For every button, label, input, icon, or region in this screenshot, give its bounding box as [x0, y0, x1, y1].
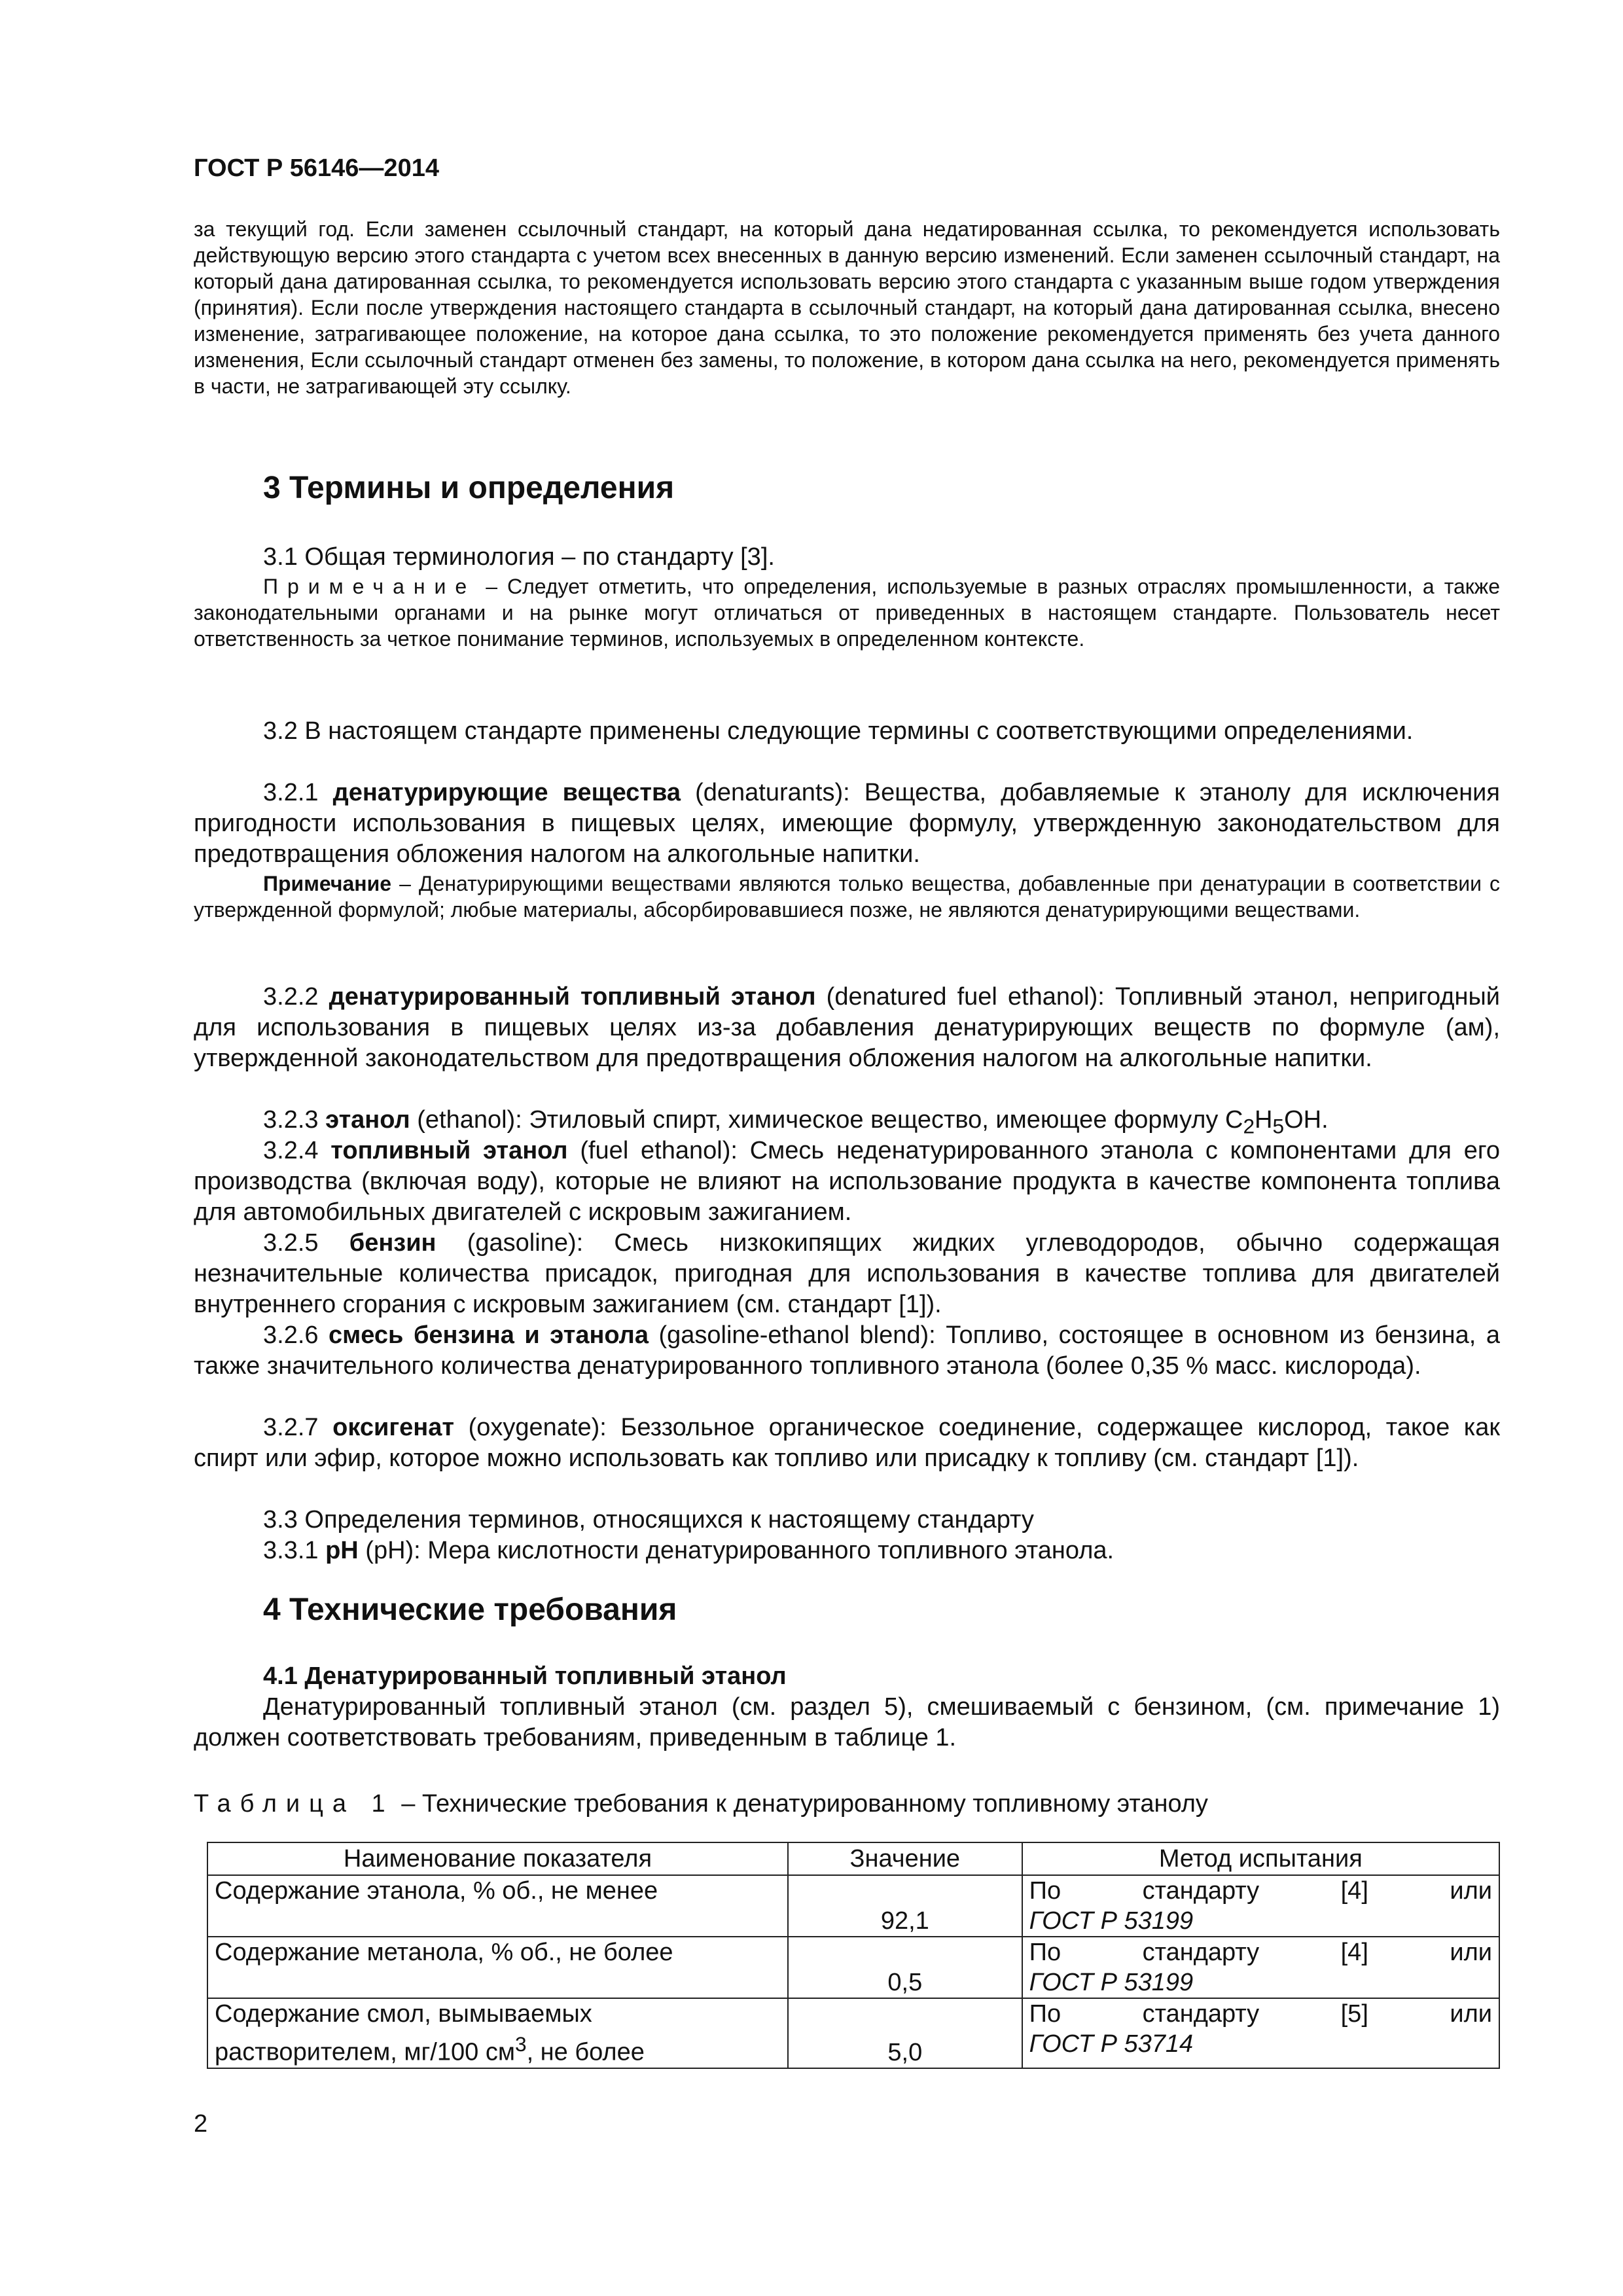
indicator-cell	[207, 1998, 788, 2068]
term-name: смесь бензина и этанола	[329, 1321, 649, 1349]
term-definition: (denaturants): Вещества, добавляемые к этанолу для исключения пригодности использования в пищевых целях, имеющие формулу, утвержденную законодательством для предотвращения обложения налогом на алкогольные напитки.	[194, 779, 1500, 868]
header-indicator: Наименование показателя	[207, 1842, 788, 1875]
term-definition: (gasoline): Смесь низкокипящих жидких углеводородов, обычно содержащая незначительные количества присадок, пригодная для использования в качестве топлива для двигателей внутреннего сгорания с искровым зажиганием (см. стандарт [1]).	[194, 1229, 1500, 1318]
method-ref: [5]	[1340, 2000, 1368, 2028]
table-caption-text: – Технические требования к денатурированному топливному этанолу	[394, 1790, 1208, 1818]
indicator-name: Содержание этанола, % об., не менее	[215, 1877, 658, 1905]
term-name: топливный этанол	[330, 1137, 568, 1164]
method-reference	[1029, 1999, 1492, 2029]
term-number: 3.3.1	[263, 1537, 326, 1564]
section-3-heading: 3 Термины и определения	[263, 471, 675, 505]
term-number: 3.2.4	[263, 1137, 331, 1164]
method-word: стандарту	[1142, 1939, 1260, 1966]
term-number: 3.2.3	[263, 1106, 326, 1134]
method-word: По	[1029, 1877, 1061, 1905]
term-name: денатурирующие вещества	[332, 779, 681, 806]
formula-part: OH.	[1284, 1106, 1329, 1134]
page-number: 2	[194, 2110, 208, 2138]
clause-3-2: 3.2 В настоящем стандарте применены следующие термины с соответствующими определениями.	[263, 717, 1414, 745]
clause-3-3: 3.3 Определения терминов, относящихся к настоящему стандарту	[263, 1506, 1034, 1534]
term-3-2-7	[194, 1412, 1500, 1474]
formula-subscript: 5	[1272, 1114, 1285, 1138]
intro-paragraph: за текущий год. Если заменен ссылочный стандарт, на который дана недатированная ссылка, то рекомендуется использовать действующую версию этого стандарта с учетом всех внесенных в данную версию изменений. Если заменен ссылочный стандарт, на который дана датированная ссылка, то рекомендуется использовать версию этого стандарта с указанным выше годом утверждения (принятия). Если после утверждения настоящего стандарта в ссылочный стандарт, на который дана датированная ссылка, внесено изменение, затрагивающее положение, на которое дана ссылка, то это положение рекомендуется применять без учета данного изменения, Если ссылочный стандарт отменен без замены, то положение, в котором дана ссылка на него, рекомендуется применять в части, не затрагивающей эту ссылку.	[194, 217, 1500, 398]
table-row	[207, 1875, 1499, 1937]
term-definition: (oxygenate): Беззольное органическое соединение, содержащее кислород, такое как спирт или эфир, которое можно использовать как топливо или присадку к топливу (см. стандарт [1]).	[194, 1414, 1500, 1472]
term-number: 3.2.6	[263, 1321, 329, 1349]
indicator-name: Содержание метанола, % об., не более	[215, 1939, 673, 1966]
note-3-1	[194, 573, 1500, 652]
term-name: pH	[325, 1537, 359, 1564]
term-definition: (denatured fuel ethanol): Топливный этанол, непригодный для использования в пищевых целях из-за добавления денатурирующих веществ по формуле (ам), утвержденной законодательством для предотвращения обложения налогом на алкогольные напитки.	[194, 983, 1500, 1072]
term-3-2-6	[194, 1320, 1500, 1382]
term-number: 3.2.2	[263, 983, 329, 1011]
clause-3-1: 3.1 Общая терминология – по стандарту [3].	[263, 543, 775, 571]
term-name: оксигенат	[332, 1414, 454, 1441]
term-name: бензин	[349, 1229, 437, 1257]
note-3-2-1	[194, 870, 1500, 923]
formula-part: H	[1255, 1106, 1273, 1134]
term-3-2-1	[194, 778, 1500, 870]
method-word: или	[1450, 2000, 1492, 2028]
method-word: стандарту	[1142, 2000, 1260, 2028]
method-standard: ГОСТ Р 53714	[1029, 2030, 1194, 2058]
term-3-2-5	[194, 1228, 1500, 1320]
term-name: этанол	[325, 1106, 410, 1134]
indicator-name: Содержание смол, вымываемых растворителем, мг/100 см	[215, 2000, 592, 2066]
note-text: – Денатурирующими веществами являются только вещества, добавленные при денатурации в соответствии с утвержденной формулой; любые материалы, абсорбировавшиеся позже, не являются денатурирующими веществами.	[194, 872, 1500, 922]
unit-superscript: 3	[514, 2032, 527, 2056]
indicator-cell	[207, 1937, 788, 1998]
method-cell	[1022, 1998, 1499, 2068]
method-word: или	[1450, 1877, 1492, 1905]
table-caption	[194, 1789, 1500, 1820]
method-cell	[1022, 1937, 1499, 1998]
indicator-name-tail: , не более	[526, 2038, 645, 2066]
term-definition: (pH): Мера кислотности денатурированного топливного этанола.	[358, 1537, 1115, 1564]
method-ref: [4]	[1340, 1877, 1368, 1905]
method-standard: ГОСТ Р 53199	[1029, 1907, 1194, 1935]
document-code: ГОСТ Р 56146—2014	[194, 154, 439, 182]
requirements-table	[207, 1842, 1500, 2069]
table-caption-label: Таблица 1	[194, 1790, 395, 1818]
formula-subscript: 2	[1243, 1114, 1255, 1138]
term-number: 3.2.5	[263, 1229, 349, 1257]
method-word: По	[1029, 1939, 1061, 1966]
method-word: или	[1450, 1939, 1492, 1966]
method-standard: ГОСТ Р 53199	[1029, 1969, 1194, 1996]
indicator-cell	[207, 1875, 788, 1937]
term-definition: (gasoline-ethanol blend): Топливо, состоящее в основном из бензина, а также значительного количества денатурированного топливного этанола (более 0,35 % масс. кислорода).	[194, 1321, 1500, 1380]
note-text: – Следует отметить, что определения, используемые в разных отраслях промышленности, а также законодательными органами и на рынке могут отличаться от приведенных в настоящем стандарте. Пользователь несет ответственность за четкое понимание терминов, используемых в определенном контексте.	[194, 575, 1500, 651]
header-value: Значение	[788, 1842, 1022, 1875]
term-name: денатурированный топливный этанол	[329, 983, 816, 1011]
term-definition: (fuel ethanol): Смесь неденатурированного этанола с компонентами для его производства (включая воду), которые не влияют на использование продукта в качестве компонента топлива для автомобильных двигателей с искровым зажиганием.	[194, 1137, 1500, 1226]
value-cell: 0,5	[788, 1937, 1022, 1998]
section-4-heading: 4 Технические требования	[263, 1592, 677, 1627]
term-3-2-4	[194, 1136, 1500, 1228]
term-number: 3.2.7	[263, 1414, 333, 1441]
method-word: По	[1029, 2000, 1061, 2028]
note-label: Примечание	[263, 575, 476, 598]
method-cell	[1022, 1875, 1499, 1937]
value-cell: 92,1	[788, 1875, 1022, 1937]
subsection-4-1-heading: 4.1 Денатурированный топливный этанол	[263, 1662, 787, 1690]
term-definition: (ethanol): Этиловый спирт, химическое вещество, имеющее формулу C	[410, 1106, 1243, 1134]
header-method: Метод испытания	[1022, 1842, 1499, 1875]
table-header-row	[207, 1842, 1499, 1875]
note-label: Примечание	[263, 872, 392, 895]
clause-4-1-text: Денатурированный топливный этанол (см. раздел 5), смешиваемый с бензином, (см. примечание 1) должен соответствовать требованиям, приведенным в таблице 1.	[194, 1693, 1500, 1751]
table-row	[207, 1998, 1499, 2068]
table-row	[207, 1937, 1499, 1998]
term-number: 3.2.1	[263, 779, 333, 806]
term-3-3-1	[194, 1535, 1500, 1566]
method-word: стандарту	[1142, 1877, 1260, 1905]
value-cell: 5,0	[788, 1998, 1022, 2068]
method-reference	[1029, 1937, 1492, 1967]
method-ref: [4]	[1340, 1939, 1368, 1966]
method-reference	[1029, 1876, 1492, 1906]
term-3-2-2	[194, 982, 1500, 1074]
